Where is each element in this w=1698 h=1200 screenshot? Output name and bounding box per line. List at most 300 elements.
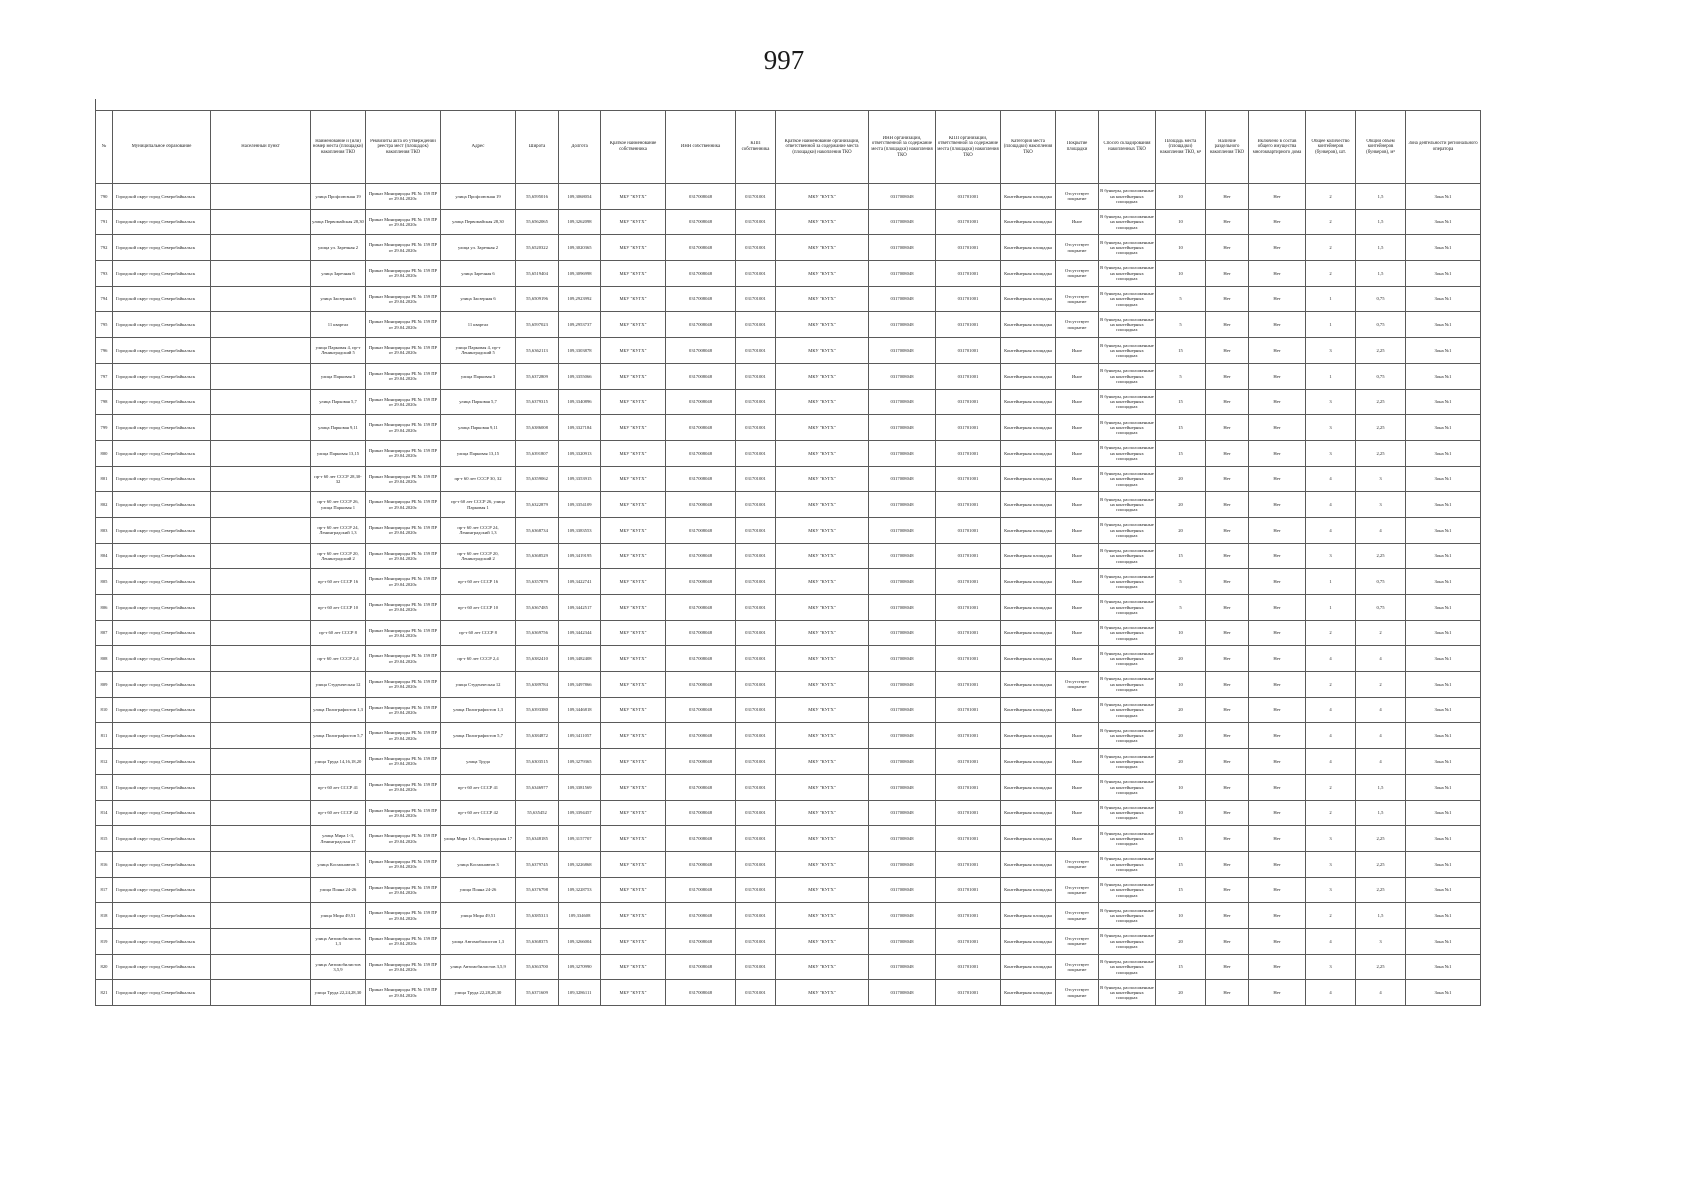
longitude-cell bbox=[559, 774, 601, 800]
longitude-cell bbox=[559, 517, 601, 543]
area-value: 5 bbox=[1179, 604, 1182, 610]
address-value: пр-т 60 лет СССР 41 bbox=[457, 784, 499, 790]
site-name-cell bbox=[311, 312, 366, 338]
storage-method-value: В бункеры, расположенные на контейнерных площадках bbox=[1100, 933, 1154, 949]
owner-name-value: МБУ "КУГХ" bbox=[619, 990, 647, 995]
operator-inn-cell bbox=[869, 646, 936, 672]
address-value: улица Космонавтов 3 bbox=[457, 861, 499, 867]
container-volume-value: 2,25 bbox=[1376, 553, 1385, 559]
operator-zone-value: Зона №1 bbox=[1434, 424, 1452, 430]
owner-name-cell bbox=[601, 800, 666, 826]
container-volume-cell bbox=[1356, 774, 1406, 800]
number-value: 807 bbox=[100, 630, 108, 636]
owner-inn-value: 0317008048 bbox=[689, 604, 712, 610]
approval-act-value: Приказ Минприроды РБ № 159 ПР от 29.04.2020г. bbox=[368, 730, 438, 741]
operator-name-value: МКУ "КУГХ" bbox=[808, 501, 836, 507]
latitude-value: 55,6386008 bbox=[526, 424, 548, 430]
owner-name-value: МБУ "КУГХ" bbox=[619, 887, 647, 893]
longitude-value: 109,3355066 bbox=[567, 373, 592, 379]
operator-name-cell bbox=[776, 774, 869, 800]
operator-name-value: МКУ "КУГХ" bbox=[808, 347, 836, 353]
storage-method-value: В бункеры, расположенные на контейнерных площадках bbox=[1100, 291, 1154, 307]
owner-kpp-cell bbox=[736, 800, 776, 826]
operator-zone-cell bbox=[1406, 980, 1481, 1006]
surface-cell bbox=[1056, 517, 1099, 543]
longitude-value: 109,2923992 bbox=[567, 296, 592, 302]
site-category-cell bbox=[1001, 261, 1056, 287]
table-body bbox=[96, 184, 1481, 1006]
surface-cell bbox=[1056, 851, 1099, 877]
container-volume-cell bbox=[1356, 517, 1406, 543]
storage-method-cell bbox=[1099, 261, 1156, 287]
operator-kpp-value: 031701001 bbox=[957, 912, 979, 918]
owner-kpp-value: 031701001 bbox=[745, 476, 766, 482]
operator-kpp-value: 031701001 bbox=[957, 245, 979, 251]
municipality-value: Городской округ город Северобайкальск bbox=[116, 887, 196, 893]
owner-name-cell bbox=[601, 980, 666, 1006]
address-cell bbox=[441, 826, 516, 852]
site-category-cell bbox=[1001, 363, 1056, 389]
owner-name-cell bbox=[601, 774, 666, 800]
owner-kpp-value: 031701001 bbox=[745, 938, 766, 944]
latitude-value: 55,6391807 bbox=[526, 450, 548, 456]
operator-name-value: МКУ "КУГХ" bbox=[808, 579, 836, 584]
approval-act-value: Приказ Минприроды РБ № 159 ПР от 29.04.2020г. bbox=[368, 679, 438, 690]
separate-collection-value: Нет bbox=[1223, 604, 1231, 610]
municipality-value: Городской округ город Северобайкальск bbox=[116, 373, 196, 379]
settlement-cell bbox=[211, 517, 311, 543]
area-cell bbox=[1156, 749, 1206, 775]
site-category-cell bbox=[1001, 980, 1056, 1006]
address-value: пр-т 60 лет СССР 26, улица Парковая 1 bbox=[451, 499, 505, 510]
storage-method-value: В бункеры, расположенные на контейнерных площадках bbox=[1100, 239, 1154, 256]
waste-sites-registry-table bbox=[95, 110, 1481, 1006]
number-cell bbox=[96, 209, 113, 235]
settlement-cell bbox=[211, 261, 311, 287]
site-name-cell bbox=[311, 415, 366, 441]
storage-method-cell bbox=[1099, 646, 1156, 672]
owner-inn-cell bbox=[666, 389, 736, 415]
latitude-value: 55,6562065 bbox=[526, 219, 548, 225]
container-volume-value: 0,75 bbox=[1376, 373, 1385, 379]
longitude-cell bbox=[559, 492, 601, 518]
container-volume-cell bbox=[1356, 569, 1406, 595]
header-separate-collection bbox=[1206, 111, 1249, 184]
container-volume-cell bbox=[1356, 466, 1406, 492]
owner-name-value: МБУ "КУГХ" bbox=[619, 656, 647, 662]
container-count-cell bbox=[1306, 492, 1356, 518]
owner-kpp-value: 031701001 bbox=[745, 450, 766, 456]
owner-name-value: МБУ "КУГХ" bbox=[619, 630, 647, 636]
operator-zone-value: Зона №1 bbox=[1434, 476, 1452, 482]
operator-inn-cell bbox=[869, 826, 936, 852]
operator-zone-cell bbox=[1406, 492, 1481, 518]
settlement-cell bbox=[211, 723, 311, 749]
owner-kpp-cell bbox=[736, 595, 776, 621]
storage-method-cell bbox=[1099, 749, 1156, 775]
separate-collection-cell bbox=[1206, 749, 1249, 775]
operator-name-cell bbox=[776, 928, 869, 954]
address-value: пр-т 60 лет СССР 24, Ленинградский 1,3 bbox=[457, 524, 499, 536]
container-count-cell bbox=[1306, 980, 1356, 1006]
owner-name-value: МБУ "КУГХ" bbox=[619, 424, 647, 430]
owner-kpp-cell bbox=[736, 440, 776, 466]
number-cell bbox=[96, 466, 113, 492]
operator-inn-cell bbox=[869, 389, 936, 415]
municipality-cell bbox=[113, 415, 211, 441]
operator-kpp-value: 031701001 bbox=[957, 938, 979, 944]
owner-kpp-cell bbox=[736, 749, 776, 775]
header-site-category-label: Категория места (площадки) накопления ТКО bbox=[1003, 138, 1053, 155]
number-cell bbox=[96, 903, 113, 929]
separate-collection-value: Нет bbox=[1223, 656, 1231, 662]
table-row bbox=[96, 903, 1481, 929]
longitude-value: 109,3020365 bbox=[567, 245, 592, 251]
approval-act-cell bbox=[366, 697, 441, 723]
owner-inn-cell bbox=[666, 980, 736, 1006]
operator-name-cell bbox=[776, 903, 869, 929]
owner-inn-value: 0317008048 bbox=[689, 527, 712, 533]
area-value: 10 bbox=[1178, 219, 1183, 225]
surface-cell bbox=[1056, 338, 1099, 364]
site-name-cell bbox=[311, 954, 366, 980]
operator-kpp-value: 031701001 bbox=[957, 219, 979, 225]
header-container-volume bbox=[1356, 111, 1406, 184]
municipality-cell bbox=[113, 595, 211, 621]
operator-zone-cell bbox=[1406, 723, 1481, 749]
container-volume-value: 2,25 bbox=[1376, 424, 1385, 430]
latitude-cell bbox=[516, 672, 559, 698]
site-name-value: улица Профсоюзная 19 bbox=[315, 193, 361, 199]
container-count-cell bbox=[1306, 543, 1356, 569]
operator-inn-value: 0317008048 bbox=[890, 424, 914, 430]
header-latitude-label: Широта bbox=[528, 144, 546, 150]
storage-method-value: В бункеры, расположенные на контейнерных площадках bbox=[1100, 214, 1154, 230]
operator-kpp-value: 031701001 bbox=[957, 579, 979, 584]
site-name-cell bbox=[311, 209, 366, 235]
owner-name-cell bbox=[601, 928, 666, 954]
container-count-cell bbox=[1306, 723, 1356, 749]
operator-zone-cell bbox=[1406, 620, 1481, 646]
common-property-cell bbox=[1249, 903, 1306, 929]
owner-inn-value: 0317008048 bbox=[689, 990, 712, 995]
longitude-cell bbox=[559, 620, 601, 646]
number-cell bbox=[96, 312, 113, 338]
owner-inn-cell bbox=[666, 723, 736, 749]
operator-kpp-cell bbox=[936, 338, 1001, 364]
site-name-value: пр-т 60 лет СССР 41 bbox=[317, 784, 359, 790]
storage-method-value: В бункеры, расположенные на контейнерных площадках bbox=[1100, 676, 1154, 693]
owner-inn-cell bbox=[666, 851, 736, 877]
settlement-cell bbox=[211, 800, 311, 826]
operator-kpp-cell bbox=[936, 209, 1001, 235]
longitude-cell bbox=[559, 312, 601, 338]
container-count-value: 2 bbox=[1329, 681, 1332, 687]
number-cell bbox=[96, 646, 113, 672]
settlement-cell bbox=[211, 851, 311, 877]
common-property-value: Нет bbox=[1273, 938, 1281, 944]
address-value: улица Полиграфистов 1,3 bbox=[453, 707, 503, 713]
container-volume-value: 4 bbox=[1379, 527, 1382, 533]
approval-act-cell bbox=[366, 980, 441, 1006]
operator-zone-cell bbox=[1406, 209, 1481, 235]
common-property-cell bbox=[1249, 826, 1306, 852]
surface-value: Отсутствует покрытие bbox=[1064, 961, 1090, 972]
storage-method-value: В бункеры, расположенные на контейнерных площадках bbox=[1100, 599, 1154, 615]
longitude-value: 109,3279365 bbox=[567, 758, 592, 764]
separate-collection-value: Нет bbox=[1223, 579, 1231, 584]
longitude-value: 109,3228753 bbox=[567, 887, 592, 893]
owner-inn-cell bbox=[666, 209, 736, 235]
approval-act-cell bbox=[366, 569, 441, 595]
municipality-value: Городской округ город Северобайкальск bbox=[116, 938, 196, 944]
site-category-value: Контейнерная площадка bbox=[1004, 656, 1052, 662]
operator-inn-value: 0317008048 bbox=[890, 733, 914, 739]
approval-act-value: Приказ Минприроды РБ № 159 ПР от 29.04.2020г. bbox=[368, 576, 438, 587]
owner-inn-value: 0317008048 bbox=[689, 964, 712, 970]
header-area bbox=[1156, 111, 1206, 184]
container-count-cell bbox=[1306, 749, 1356, 775]
longitude-cell bbox=[559, 954, 601, 980]
owner-name-cell bbox=[601, 877, 666, 903]
longitude-value: 109,3096998 bbox=[567, 270, 592, 276]
owner-kpp-value: 031701001 bbox=[745, 399, 766, 405]
approval-act-cell bbox=[366, 184, 441, 210]
municipality-value: Городской округ город Северобайкальск bbox=[116, 270, 196, 276]
longitude-value: 109,334608 bbox=[568, 912, 591, 918]
address-value: улица Парковая 9,11 bbox=[458, 424, 498, 430]
area-value: 15 bbox=[1178, 887, 1183, 893]
owner-name-cell bbox=[601, 286, 666, 312]
owner-inn-value: 0317008048 bbox=[689, 861, 712, 867]
table-row bbox=[96, 723, 1481, 749]
separate-collection-value: Нет bbox=[1223, 322, 1231, 328]
municipality-cell bbox=[113, 286, 211, 312]
container-volume-cell bbox=[1356, 672, 1406, 698]
storage-method-value: В бункеры, расположенные на контейнерных площадках bbox=[1100, 188, 1154, 204]
owner-kpp-value: 031701001 bbox=[745, 579, 766, 584]
operator-inn-value: 0317008048 bbox=[890, 784, 914, 790]
separate-collection-cell bbox=[1206, 209, 1249, 235]
municipality-cell bbox=[113, 928, 211, 954]
operator-kpp-cell bbox=[936, 620, 1001, 646]
address-cell bbox=[441, 954, 516, 980]
surface-cell bbox=[1056, 620, 1099, 646]
site-name-value: улица Автомобилистов 1,3 bbox=[315, 935, 361, 947]
container-count-value: 2 bbox=[1329, 810, 1332, 816]
number-cell bbox=[96, 620, 113, 646]
separate-collection-value: Нет bbox=[1223, 733, 1231, 739]
storage-method-cell bbox=[1099, 954, 1156, 980]
area-value: 20 bbox=[1178, 476, 1183, 482]
header-operator-inn-label: ИНН организации, ответственной за содержание места (площадки) накопления ТКО bbox=[871, 135, 933, 158]
container-volume-value: 0,75 bbox=[1376, 604, 1385, 610]
common-property-value: Нет bbox=[1273, 347, 1281, 353]
header-site-category bbox=[1001, 111, 1056, 184]
owner-kpp-value: 031701001 bbox=[745, 322, 766, 328]
operator-zone-value: Зона №1 bbox=[1434, 322, 1452, 328]
longitude-value: 109,3411057 bbox=[567, 733, 592, 739]
operator-kpp-value: 031701001 bbox=[957, 681, 979, 687]
separate-collection-value: Нет bbox=[1223, 245, 1231, 251]
common-property-cell bbox=[1249, 184, 1306, 210]
longitude-value: 109,3353915 bbox=[567, 476, 592, 482]
container-count-value: 3 bbox=[1329, 450, 1332, 456]
operator-inn-cell bbox=[869, 415, 936, 441]
approval-act-value: Приказ Минприроды РБ № 159 ПР от 29.04.2020г. bbox=[368, 602, 438, 613]
latitude-value: 55,6384872 bbox=[526, 733, 548, 739]
site-category-value: Контейнерная площадка bbox=[1004, 938, 1052, 944]
municipality-value: Городской округ город Северобайкальск bbox=[116, 399, 196, 405]
approval-act-cell bbox=[366, 261, 441, 287]
settlement-cell bbox=[211, 646, 311, 672]
site-name-cell bbox=[311, 492, 366, 518]
owner-name-cell bbox=[601, 954, 666, 980]
operator-kpp-value: 031701001 bbox=[957, 887, 979, 893]
longitude-value: 109,3340896 bbox=[567, 399, 592, 405]
header-latitude bbox=[516, 111, 559, 184]
operator-zone-cell bbox=[1406, 646, 1481, 672]
separate-collection-cell bbox=[1206, 235, 1249, 261]
common-property-value: Нет bbox=[1273, 758, 1281, 764]
operator-kpp-value: 031701001 bbox=[957, 450, 979, 456]
storage-method-cell bbox=[1099, 620, 1156, 646]
latitude-cell bbox=[516, 235, 559, 261]
approval-act-value: Приказ Минприроды РБ № 159 ПР от 29.04.2020г. bbox=[368, 524, 438, 536]
number-value: 816 bbox=[100, 861, 108, 867]
header-municipality-label: Муниципальное образование bbox=[131, 144, 192, 150]
number-value: 821 bbox=[100, 990, 108, 995]
owner-kpp-cell bbox=[736, 954, 776, 980]
operator-zone-value: Зона №1 bbox=[1434, 630, 1452, 636]
municipality-value: Городской округ город Северобайкальск bbox=[116, 964, 196, 970]
operator-kpp-cell bbox=[936, 415, 1001, 441]
storage-method-cell bbox=[1099, 697, 1156, 723]
operator-name-value: МКУ "КУГХ" bbox=[808, 835, 836, 841]
container-volume-value: 3 bbox=[1379, 476, 1382, 482]
site-name-value: улица Труда 22,24,28,30 bbox=[314, 990, 362, 995]
owner-name-value: МБУ "КУГХ" bbox=[619, 810, 647, 816]
site-name-cell bbox=[311, 903, 366, 929]
owner-kpp-cell bbox=[736, 877, 776, 903]
owner-kpp-value: 031701001 bbox=[745, 887, 766, 893]
approval-act-value: Приказ Минприроды РБ № 159 ПР от 29.04.2020г. bbox=[368, 242, 438, 253]
area-cell bbox=[1156, 903, 1206, 929]
number-cell bbox=[96, 363, 113, 389]
site-category-value: Контейнерная площадка bbox=[1004, 964, 1052, 970]
operator-name-value: МКУ "КУГХ" bbox=[808, 733, 836, 739]
operator-kpp-value: 031701001 bbox=[957, 990, 979, 995]
municipality-cell bbox=[113, 877, 211, 903]
owner-inn-value: 0317008048 bbox=[689, 399, 712, 405]
latitude-value: 55,6372809 bbox=[526, 373, 548, 379]
operator-inn-value: 0317008048 bbox=[890, 450, 914, 456]
number-value: 799 bbox=[100, 424, 108, 430]
owner-inn-value: 0317008048 bbox=[689, 784, 712, 790]
number-value: 817 bbox=[100, 887, 108, 893]
common-property-value: Нет bbox=[1273, 424, 1281, 430]
header-operator-inn bbox=[869, 111, 936, 184]
site-category-value: Контейнерная площадка bbox=[1004, 784, 1052, 790]
site-name-value: улица Парковая 5,7 bbox=[319, 399, 357, 405]
latitude-cell bbox=[516, 338, 559, 364]
operator-zone-value: Зона №1 bbox=[1434, 964, 1452, 970]
owner-name-value: МБУ "КУГХ" bbox=[619, 476, 647, 482]
area-cell bbox=[1156, 646, 1206, 672]
separate-collection-cell bbox=[1206, 517, 1249, 543]
site-category-cell bbox=[1001, 826, 1056, 852]
area-value: 15 bbox=[1178, 964, 1183, 970]
area-cell bbox=[1156, 569, 1206, 595]
approval-act-value: Приказ Минприроды РБ № 159 ПР от 29.04.2020г. bbox=[368, 447, 438, 459]
separate-collection-value: Нет bbox=[1223, 347, 1231, 353]
address-cell bbox=[441, 492, 516, 518]
operator-inn-value: 0317008048 bbox=[890, 322, 914, 328]
operator-inn-cell bbox=[869, 851, 936, 877]
number-value: 802 bbox=[100, 501, 108, 507]
page-number: 997 bbox=[763, 45, 805, 75]
owner-inn-value: 0317008048 bbox=[689, 553, 712, 559]
address-value: улица Парковая 3 bbox=[460, 373, 496, 379]
operator-zone-cell bbox=[1406, 851, 1481, 877]
storage-method-cell bbox=[1099, 595, 1156, 621]
operator-inn-value: 0317008048 bbox=[890, 835, 914, 841]
number-cell bbox=[96, 749, 113, 775]
surface-value: Отсутствует покрытие bbox=[1064, 910, 1090, 921]
site-name-cell bbox=[311, 749, 366, 775]
owner-inn-cell bbox=[666, 697, 736, 723]
site-name-cell bbox=[311, 980, 366, 1006]
latitude-value: 55,6519404 bbox=[526, 270, 548, 276]
storage-method-cell bbox=[1099, 235, 1156, 261]
container-count-value: 3 bbox=[1329, 424, 1332, 430]
municipality-value: Городской округ город Северобайкальск bbox=[116, 553, 196, 559]
common-property-cell bbox=[1249, 492, 1306, 518]
latitude-value: 55,6348185 bbox=[526, 835, 548, 841]
separate-collection-value: Нет bbox=[1223, 527, 1231, 533]
header-row bbox=[96, 111, 1481, 184]
number-cell bbox=[96, 338, 113, 364]
area-value: 20 bbox=[1178, 733, 1183, 739]
common-property-cell bbox=[1249, 363, 1306, 389]
approval-act-cell bbox=[366, 954, 441, 980]
container-volume-value: 4 bbox=[1379, 990, 1382, 995]
surface-cell bbox=[1056, 209, 1099, 235]
municipality-cell bbox=[113, 389, 211, 415]
owner-name-cell bbox=[601, 492, 666, 518]
operator-zone-value: Зона №1 bbox=[1434, 887, 1452, 893]
operator-kpp-cell bbox=[936, 697, 1001, 723]
container-volume-cell bbox=[1356, 620, 1406, 646]
container-count-value: 4 bbox=[1329, 527, 1332, 533]
operator-inn-cell bbox=[869, 697, 936, 723]
longitude-cell bbox=[559, 928, 601, 954]
operator-inn-cell bbox=[869, 312, 936, 338]
container-count-cell bbox=[1306, 261, 1356, 287]
storage-method-cell bbox=[1099, 389, 1156, 415]
operator-inn-cell bbox=[869, 928, 936, 954]
municipality-cell bbox=[113, 800, 211, 826]
site-category-value: Контейнерная площадка bbox=[1004, 476, 1052, 482]
operator-inn-value: 0317008048 bbox=[890, 861, 914, 867]
header-owner-name-label: Краткое наименование собственника bbox=[609, 141, 657, 152]
latitude-value: 55,6382410 bbox=[526, 656, 548, 662]
municipality-cell bbox=[113, 954, 211, 980]
storage-method-value: В бункеры, расположенные на контейнерных площадках bbox=[1100, 445, 1154, 461]
area-cell bbox=[1156, 595, 1206, 621]
operator-name-value: МКУ "КУГХ" bbox=[808, 938, 836, 944]
site-category-cell bbox=[1001, 209, 1056, 235]
